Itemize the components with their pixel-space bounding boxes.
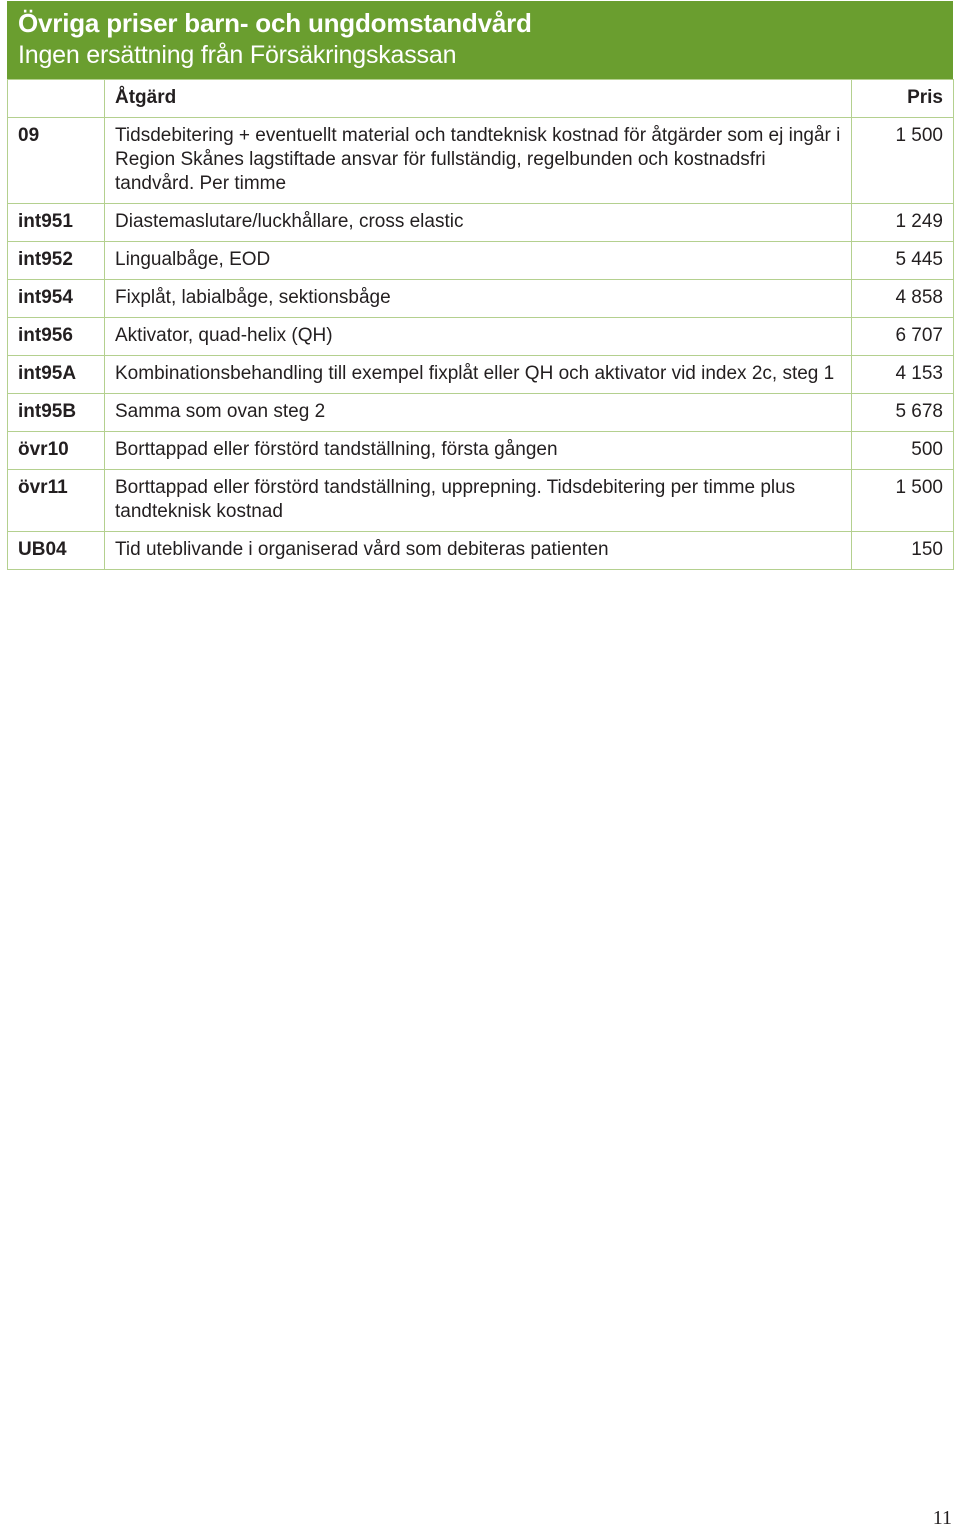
row-code: int952 xyxy=(8,242,105,280)
section-title: Övriga priser barn- och ungdomstandvård xyxy=(18,8,532,38)
row-action: Tid uteblivande i organiserad vård som debiteras patienten xyxy=(105,532,852,570)
table-row xyxy=(8,242,954,280)
row-price: 5 678 xyxy=(852,394,954,432)
table-header-row xyxy=(8,80,954,118)
row-price: 4 858 xyxy=(852,280,954,318)
row-action: Diastemaslutare/luckhållare, cross elastic xyxy=(105,204,852,242)
row-action: Tidsdebitering + eventuellt material och tandteknisk kostnad för åtgärder som ej ingår i Region Skånes lagstiftade ansvar för fullständig, regelbunden och kostnadsfri tandvård. Per timme xyxy=(105,118,852,204)
table-row xyxy=(8,280,954,318)
row-price: 1 500 xyxy=(852,470,954,532)
row-code: int951 xyxy=(8,204,105,242)
row-code: int956 xyxy=(8,318,105,356)
row-code: 09 xyxy=(8,118,105,204)
row-action: Aktivator, quad-helix (QH) xyxy=(105,318,852,356)
row-action: Kombinationsbehandling till exempel fixplåt eller QH och aktivator vid index 2c, steg 1 xyxy=(105,356,852,394)
table-row xyxy=(8,394,954,432)
column-header-action: Åtgärd xyxy=(105,80,852,118)
row-price: 6 707 xyxy=(852,318,954,356)
row-code: int95B xyxy=(8,394,105,432)
section-header xyxy=(7,1,953,79)
page-number: 11 xyxy=(932,1507,952,1529)
row-price: 500 xyxy=(852,432,954,470)
column-header-price: Pris xyxy=(852,80,954,118)
table-row xyxy=(8,432,954,470)
table-row xyxy=(8,470,954,532)
price-table xyxy=(7,79,954,570)
row-code: övr10 xyxy=(8,432,105,470)
row-price: 5 445 xyxy=(852,242,954,280)
column-header-code xyxy=(8,80,105,118)
row-action: Borttappad eller förstörd tandställning, upprepning. Tidsdebitering per timme plus tandteknisk kostnad xyxy=(105,470,852,532)
row-action: Borttappad eller förstörd tandställning, första gången xyxy=(105,432,852,470)
table-row xyxy=(8,204,954,242)
row-code: int954 xyxy=(8,280,105,318)
row-code: UB04 xyxy=(8,532,105,570)
row-code: int95A xyxy=(8,356,105,394)
row-action: Samma som ovan steg 2 xyxy=(105,394,852,432)
row-price: 1 500 xyxy=(852,118,954,204)
table-row xyxy=(8,532,954,570)
row-price: 4 153 xyxy=(852,356,954,394)
row-action: Lingualbåge, EOD xyxy=(105,242,852,280)
row-price: 1 249 xyxy=(852,204,954,242)
table-row xyxy=(8,356,954,394)
table-row xyxy=(8,318,954,356)
row-price: 150 xyxy=(852,532,954,570)
table-row xyxy=(8,118,954,204)
section-subtitle: Ingen ersättning från Försäkringskassan xyxy=(18,41,457,69)
row-code: övr11 xyxy=(8,470,105,532)
row-action: Fixplåt, labialbåge, sektionsbåge xyxy=(105,280,852,318)
